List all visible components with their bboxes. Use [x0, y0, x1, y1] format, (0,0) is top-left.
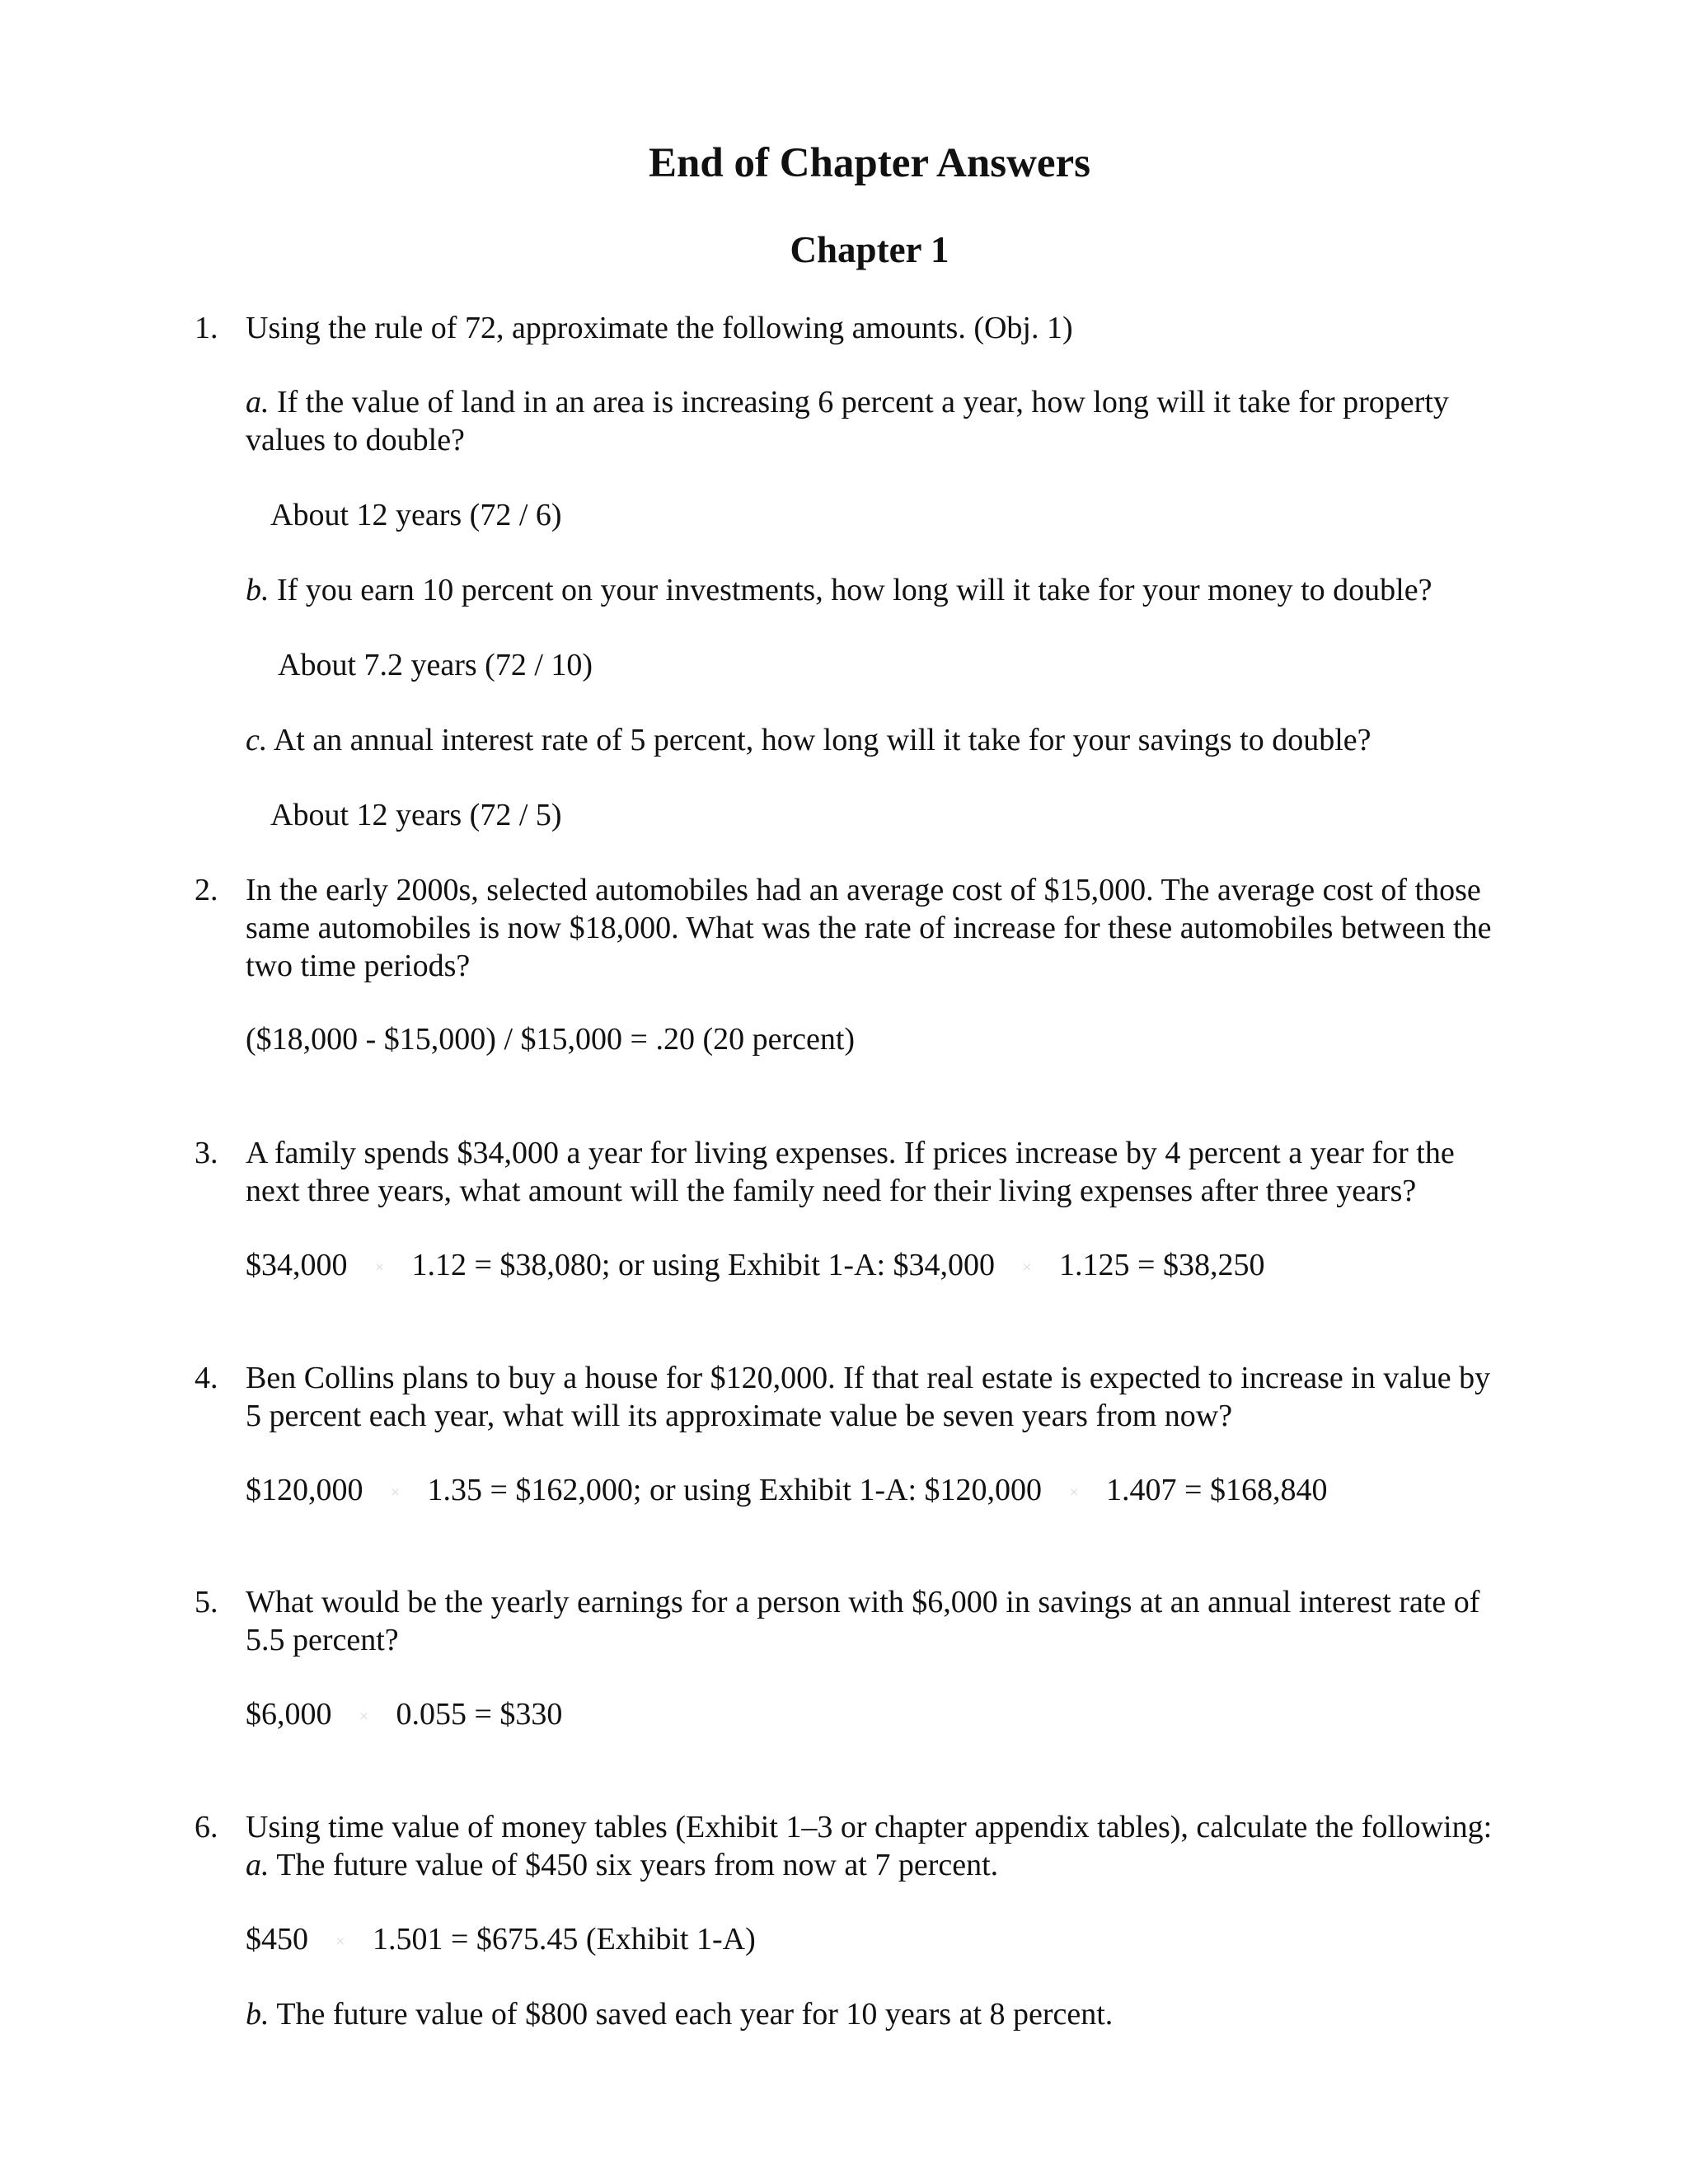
part-letter: c.	[246, 723, 268, 757]
question-1c-text: At an annual interest rate of 5 percent, how long will it take for your savings to double?	[273, 723, 1372, 757]
question-1-prompt: Using the rule of 72, approximate the following amounts. (Obj. 1)	[246, 311, 1073, 345]
prompt-line: In the early 2000s, selected automobiles had an average cost of $15,000. The average cost of those	[246, 873, 1481, 907]
question-3-prompt	[246, 1134, 1455, 1210]
question-1c	[246, 721, 1372, 759]
question-1b-answer: About 7.2 years (72 / 10)	[278, 648, 593, 682]
question-1a-answer: About 12 years (72 / 6)	[270, 498, 562, 532]
part-letter: b.	[246, 573, 270, 607]
question-1c-answer: About 12 years (72 / 5)	[270, 798, 562, 832]
prompt-line: 5.5 percent?	[246, 1623, 399, 1657]
answer-term: 1.125 = $38,250	[1059, 1248, 1265, 1282]
multiply-symbol: ×	[1022, 1258, 1032, 1277]
prompt-line: next three years, what amount will the family need for their living expenses after three years?	[246, 1174, 1417, 1208]
answer-term: $450	[246, 1922, 308, 1957]
question-6-prompt	[246, 1808, 1492, 1884]
part-letter: a.	[246, 385, 270, 419]
question-6a-text: The future value of $450 six years from now at 7 percent.	[276, 1848, 999, 1882]
prompt-line: What would be the yearly earnings for a person with $6,000 in savings at an annual interest rate of	[246, 1585, 1480, 1619]
answer-term: 1.35 = $162,000; or using Exhibit 1-A: $120,000	[427, 1473, 1043, 1507]
document-title: End of Chapter Answers	[648, 140, 1091, 186]
multiply-symbol: ×	[1069, 1483, 1079, 1502]
question-4-number: 4.	[195, 1361, 218, 1395]
prompt-line: same automobiles is now $18,000. What was the rate of increase for these automobiles between the	[246, 911, 1492, 945]
part-letter: b.	[246, 1997, 270, 2032]
part-letter: a.	[246, 1848, 270, 1882]
question-2-number: 2.	[195, 873, 218, 907]
prompt-line: 5 percent each year, what will its approximate value be seven years from now?	[246, 1399, 1233, 1433]
answer-term: 1.12 = $38,080; or using Exhibit 1-A: $34,000	[411, 1248, 996, 1282]
question-6a-answer	[246, 1920, 756, 1961]
answer-term: 1.407 = $168,840	[1106, 1473, 1328, 1507]
prompt-line: Ben Collins plans to buy a house for $120,000. If that real estate is expected to increase in value by	[246, 1361, 1491, 1395]
question-3-answer	[246, 1246, 1264, 1286]
multiply-symbol: ×	[374, 1258, 385, 1277]
prompt-line: two time periods?	[246, 949, 471, 983]
question-5-prompt	[246, 1583, 1479, 1659]
question-1-number: 1.	[195, 311, 218, 345]
prompt-line: Using time value of money tables (Exhibit 1–3 or chapter appendix tables), calculate the following:	[246, 1810, 1493, 1844]
prompt-line: A family spends $34,000 a year for living expenses. If prices increase by 4 percent a year for the	[246, 1136, 1455, 1170]
answer-term: 1.501 = $675.45 (Exhibit 1-A)	[373, 1922, 756, 1957]
question-5-number: 5.	[195, 1585, 218, 1619]
question-6-number: 6.	[195, 1810, 218, 1844]
multiply-symbol: ×	[335, 1933, 345, 1952]
question-6b-text: The future value of $800 saved each year for 10 years at 8 percent.	[276, 1997, 1114, 2032]
question-5-answer	[246, 1695, 562, 1736]
question-1b	[246, 571, 1432, 609]
question-6b	[246, 1995, 1113, 2033]
question-2-answer: ($18,000 - $15,000) / $15,000 = .20 (20 percent)	[246, 1022, 856, 1057]
question-4-answer	[246, 1471, 1327, 1511]
chapter-heading: Chapter 1	[790, 229, 950, 270]
question-1b-text: If you earn 10 percent on your investments, how long will it take for your money to double?	[277, 573, 1432, 607]
question-4-prompt	[246, 1359, 1490, 1435]
question-1a-text-line2: values to double?	[246, 423, 465, 457]
answer-term: $6,000	[246, 1697, 332, 1732]
question-1a-text-line1: If the value of land in an area is increasing 6 percent a year, how long will it take for property	[277, 385, 1449, 419]
multiply-symbol: ×	[390, 1483, 401, 1502]
multiply-symbol: ×	[359, 1708, 369, 1727]
answer-term: 0.055 = $330	[396, 1697, 563, 1732]
answer-term: $120,000	[246, 1473, 363, 1507]
question-2-prompt	[246, 871, 1491, 985]
answer-term: $34,000	[246, 1248, 348, 1282]
question-1a	[246, 383, 1449, 459]
question-3-number: 3.	[195, 1136, 218, 1170]
